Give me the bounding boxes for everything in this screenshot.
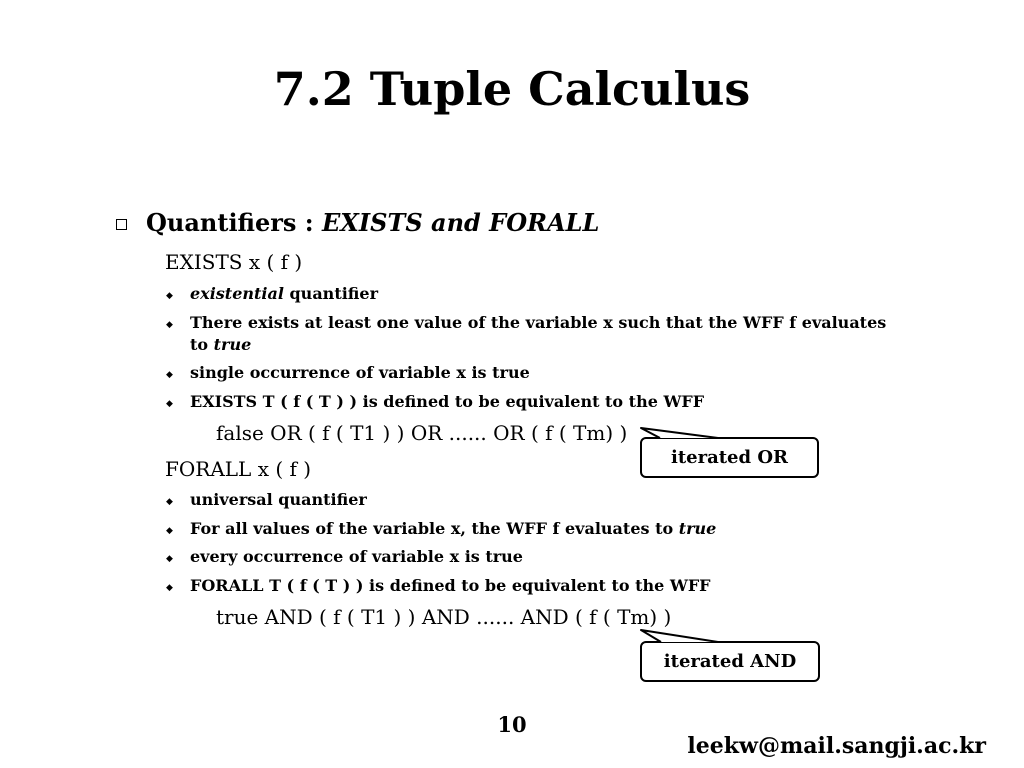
forall-bullet-2-pre: For all values of the variable x, the WFF f evaluates to — [190, 519, 679, 538]
forall-bullet-3: every occurrence of variable x is true — [190, 547, 523, 566]
exists-heading: EXISTS x ( f ) — [165, 250, 303, 274]
page-number: 10 — [497, 712, 527, 737]
exists-bullet-1-text: quantifier — [283, 284, 379, 303]
forall-bullet-2-emphasis: true — [678, 519, 717, 538]
iterated-or-callout: iterated OR — [640, 437, 819, 478]
diamond-bullet-icon: ◆ — [166, 370, 173, 380]
diamond-bullet-icon: ◆ — [166, 497, 173, 507]
iterated-and-callout: iterated AND — [640, 641, 820, 682]
slide-title: 7.2 Tuple Calculus — [273, 62, 751, 116]
exists-bullet-1-emphasis: existential — [190, 284, 284, 303]
diamond-bullet-icon: ◆ — [166, 526, 173, 536]
diamond-bullet-icon: ◆ — [166, 554, 173, 564]
diamond-bullet-icon: ◆ — [166, 399, 173, 409]
diamond-bullet-icon: ◆ — [166, 320, 173, 330]
forall-formula: true AND ( f ( T1 ) ) AND ...... AND ( f ( Tm) ) — [216, 605, 672, 629]
exists-bullet-2-line1: There exists at least one value of the variable x such that the WFF f evaluates — [190, 313, 887, 332]
quantifiers-label: Quantifiers : — [146, 208, 323, 237]
diamond-bullet-icon: ◆ — [166, 291, 173, 301]
exists-bullet-3: single occurrence of variable x is true — [190, 363, 530, 382]
forall-heading: FORALL x ( f ) — [165, 457, 312, 481]
exists-bullet-2-emphasis: true — [213, 335, 252, 354]
quantifiers-emphasis: EXISTS and FORALL — [322, 208, 600, 237]
exists-bullet-4: EXISTS T ( f ( T ) ) is defined to be equivalent to the WFF — [190, 392, 705, 411]
exists-formula: false OR ( f ( T1 ) ) OR ...... OR ( f ( Tm) ) — [216, 421, 628, 445]
forall-bullet-1: universal quantifier — [190, 490, 367, 509]
author-email: leekw@mail.sangji.ac.kr — [687, 733, 986, 759]
diamond-bullet-icon: ◆ — [166, 583, 173, 593]
exists-bullet-2-pre: to — [190, 335, 214, 354]
forall-bullet-4: FORALL T ( f ( T ) ) is defined to be equivalent to the WFF — [190, 576, 711, 595]
